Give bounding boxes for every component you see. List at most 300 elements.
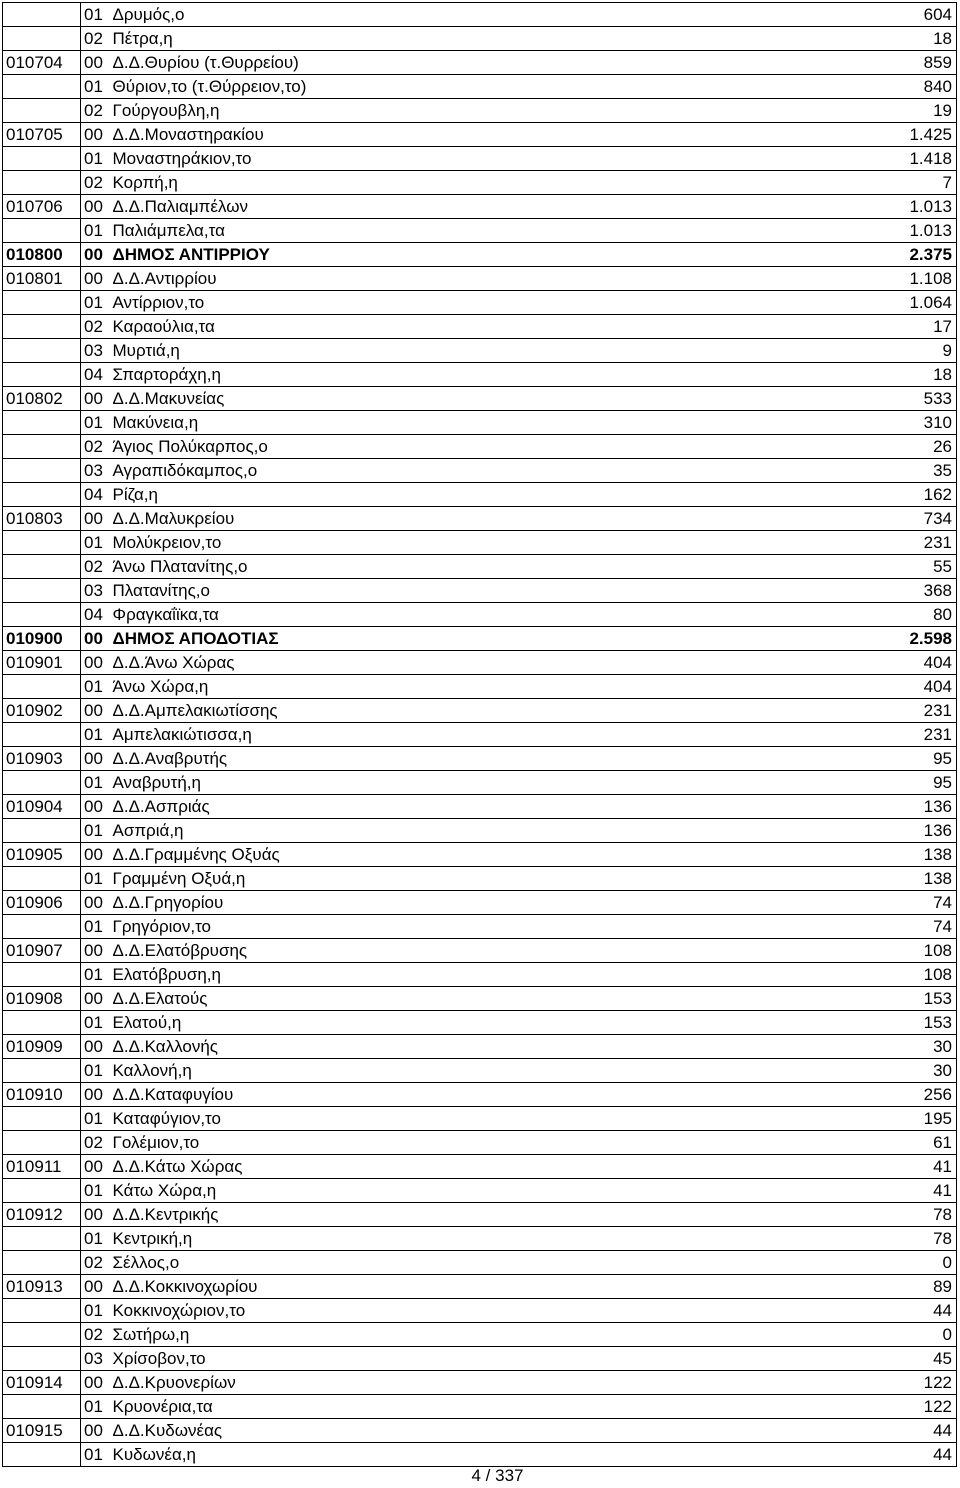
code-cell bbox=[3, 75, 81, 99]
table-row bbox=[3, 627, 957, 651]
population-cell: 44 bbox=[807, 1443, 957, 1467]
code-cell: 010705 bbox=[3, 123, 81, 147]
code-cell bbox=[3, 867, 81, 891]
table-row bbox=[3, 1155, 957, 1179]
name-cell: Κρυονέρια,τα bbox=[111, 1395, 807, 1419]
name-cell: Καραούλια,τα bbox=[111, 315, 807, 339]
sub-code-cell: 01 bbox=[81, 219, 111, 243]
code-cell bbox=[3, 363, 81, 387]
code-cell bbox=[3, 147, 81, 171]
sub-code-cell: 00 bbox=[81, 699, 111, 723]
sub-code-cell: 02 bbox=[81, 171, 111, 195]
name-cell: Δ.Δ.Αμπελακιωτίσσης bbox=[111, 699, 807, 723]
name-cell: Σέλλος,ο bbox=[111, 1251, 807, 1275]
population-cell: 108 bbox=[807, 939, 957, 963]
name-cell: Δ.Δ.Αναβρυτής bbox=[111, 747, 807, 771]
population-cell: 1.418 bbox=[807, 147, 957, 171]
sub-code-cell: 03 bbox=[81, 579, 111, 603]
table-row bbox=[3, 27, 957, 51]
population-cell: 0 bbox=[807, 1251, 957, 1275]
sub-code-cell: 00 bbox=[81, 1035, 111, 1059]
population-cell: 30 bbox=[807, 1035, 957, 1059]
sub-code-cell: 01 bbox=[81, 963, 111, 987]
code-cell: 010912 bbox=[3, 1203, 81, 1227]
table-row bbox=[3, 963, 957, 987]
population-cell: 533 bbox=[807, 387, 957, 411]
name-cell: Μολύκρειον,το bbox=[111, 531, 807, 555]
table-row bbox=[3, 723, 957, 747]
sub-code-cell: 02 bbox=[81, 315, 111, 339]
table-row bbox=[3, 267, 957, 291]
population-cell: 231 bbox=[807, 723, 957, 747]
table-row bbox=[3, 891, 957, 915]
sub-code-cell: 02 bbox=[81, 1251, 111, 1275]
code-cell bbox=[3, 963, 81, 987]
code-cell: 010914 bbox=[3, 1371, 81, 1395]
sub-code-cell: 00 bbox=[81, 123, 111, 147]
population-cell: 30 bbox=[807, 1059, 957, 1083]
table-row bbox=[3, 579, 957, 603]
name-cell: Δ.Δ.Θυρίου (τ.Θυρρείου) bbox=[111, 51, 807, 75]
name-cell: Δ.Δ.Άνω Χώρας bbox=[111, 651, 807, 675]
population-cell: 153 bbox=[807, 1011, 957, 1035]
table-row bbox=[3, 1035, 957, 1059]
table-row bbox=[3, 51, 957, 75]
population-cell: 44 bbox=[807, 1299, 957, 1323]
population-cell: 45 bbox=[807, 1347, 957, 1371]
name-cell: Άγιος Πολύκαρπος,ο bbox=[111, 435, 807, 459]
name-cell: Δ.Δ.Κάτω Χώρας bbox=[111, 1155, 807, 1179]
code-cell bbox=[3, 459, 81, 483]
population-cell: 80 bbox=[807, 603, 957, 627]
table-row bbox=[3, 1203, 957, 1227]
name-cell: Δ.Δ.Γραμμένης Οξυάς bbox=[111, 843, 807, 867]
population-cell: 55 bbox=[807, 555, 957, 579]
population-cell: 74 bbox=[807, 915, 957, 939]
table-row bbox=[3, 939, 957, 963]
table-row bbox=[3, 1323, 957, 1347]
population-cell: 78 bbox=[807, 1227, 957, 1251]
name-cell: Δ.Δ.Γρηγορίου bbox=[111, 891, 807, 915]
code-cell bbox=[3, 531, 81, 555]
code-cell: 010802 bbox=[3, 387, 81, 411]
sub-code-cell: 04 bbox=[81, 483, 111, 507]
population-cell: 138 bbox=[807, 867, 957, 891]
table-row bbox=[3, 243, 957, 267]
sub-code-cell: 00 bbox=[81, 51, 111, 75]
sub-code-cell: 00 bbox=[81, 987, 111, 1011]
page-number: 4 / 337 bbox=[471, 1466, 524, 1485]
table-row bbox=[3, 1347, 957, 1371]
table-row bbox=[3, 1107, 957, 1131]
sub-code-cell: 01 bbox=[81, 1443, 111, 1467]
table-row bbox=[3, 1179, 957, 1203]
sub-code-cell: 00 bbox=[81, 747, 111, 771]
code-cell bbox=[3, 579, 81, 603]
code-cell bbox=[3, 27, 81, 51]
code-cell bbox=[3, 603, 81, 627]
code-cell: 010906 bbox=[3, 891, 81, 915]
table-row bbox=[3, 1083, 957, 1107]
name-cell: Πλατανίτης,ο bbox=[111, 579, 807, 603]
sub-code-cell: 00 bbox=[81, 243, 111, 267]
name-cell: Αγραπιδόκαμπος,ο bbox=[111, 459, 807, 483]
table-row bbox=[3, 1251, 957, 1275]
sub-code-cell: 00 bbox=[81, 507, 111, 531]
code-cell bbox=[3, 171, 81, 195]
table-row bbox=[3, 1131, 957, 1155]
code-cell bbox=[3, 723, 81, 747]
table-row bbox=[3, 363, 957, 387]
name-cell: Χρίσοβον,το bbox=[111, 1347, 807, 1371]
code-cell: 010800 bbox=[3, 243, 81, 267]
sub-code-cell: 01 bbox=[81, 531, 111, 555]
name-cell: Σωτήρω,η bbox=[111, 1323, 807, 1347]
name-cell: Δ.Δ.Καταφυγίου bbox=[111, 1083, 807, 1107]
sub-code-cell: 01 bbox=[81, 411, 111, 435]
table-row bbox=[3, 195, 957, 219]
table-row bbox=[3, 291, 957, 315]
population-cell: 138 bbox=[807, 843, 957, 867]
table-row bbox=[3, 819, 957, 843]
table-row bbox=[3, 171, 957, 195]
population-cell: 1.013 bbox=[807, 219, 957, 243]
code-cell bbox=[3, 675, 81, 699]
code-cell bbox=[3, 219, 81, 243]
code-cell bbox=[3, 1443, 81, 1467]
name-cell: ΔΗΜΟΣ ΑΝΤΙΡΡΙΟΥ bbox=[111, 243, 807, 267]
name-cell: Δ.Δ.Κυδωνέας bbox=[111, 1419, 807, 1443]
table-row bbox=[3, 1395, 957, 1419]
code-cell: 010903 bbox=[3, 747, 81, 771]
sub-code-cell: 01 bbox=[81, 771, 111, 795]
population-cell: 41 bbox=[807, 1155, 957, 1179]
table-row bbox=[3, 75, 957, 99]
table-row bbox=[3, 1059, 957, 1083]
code-cell bbox=[3, 555, 81, 579]
table-row bbox=[3, 651, 957, 675]
name-cell: Μοναστηράκιον,το bbox=[111, 147, 807, 171]
sub-code-cell: 01 bbox=[81, 675, 111, 699]
code-cell bbox=[3, 1131, 81, 1155]
name-cell: Κοκκινοχώριον,το bbox=[111, 1299, 807, 1323]
population-cell: 195 bbox=[807, 1107, 957, 1131]
name-cell: Γραμμένη Οξυά,η bbox=[111, 867, 807, 891]
sub-code-cell: 01 bbox=[81, 915, 111, 939]
population-cell: 1.013 bbox=[807, 195, 957, 219]
sub-code-cell: 00 bbox=[81, 1155, 111, 1179]
code-cell bbox=[3, 1347, 81, 1371]
sub-code-cell: 00 bbox=[81, 1083, 111, 1107]
table-row bbox=[3, 219, 957, 243]
code-cell: 010911 bbox=[3, 1155, 81, 1179]
population-cell: 74 bbox=[807, 891, 957, 915]
table-row bbox=[3, 1443, 957, 1467]
code-cell bbox=[3, 1059, 81, 1083]
population-cell: 734 bbox=[807, 507, 957, 531]
code-cell bbox=[3, 291, 81, 315]
code-cell bbox=[3, 819, 81, 843]
sub-code-cell: 02 bbox=[81, 1131, 111, 1155]
table-row bbox=[3, 795, 957, 819]
table-row bbox=[3, 603, 957, 627]
code-cell bbox=[3, 3, 81, 27]
population-cell: 2.375 bbox=[807, 243, 957, 267]
population-cell: 2.598 bbox=[807, 627, 957, 651]
population-cell: 89 bbox=[807, 1275, 957, 1299]
sub-code-cell: 00 bbox=[81, 1419, 111, 1443]
name-cell: Δ.Δ.Ασπριάς bbox=[111, 795, 807, 819]
sub-code-cell: 02 bbox=[81, 27, 111, 51]
table-row bbox=[3, 987, 957, 1011]
code-cell: 010901 bbox=[3, 651, 81, 675]
code-cell bbox=[3, 1179, 81, 1203]
table-row bbox=[3, 123, 957, 147]
sub-code-cell: 00 bbox=[81, 1275, 111, 1299]
name-cell: Κάτω Χώρα,η bbox=[111, 1179, 807, 1203]
name-cell: ΔΗΜΟΣ ΑΠΟΔΟΤΙΑΣ bbox=[111, 627, 807, 651]
name-cell: Δ.Δ.Παλιαμπέλων bbox=[111, 195, 807, 219]
population-cell: 41 bbox=[807, 1179, 957, 1203]
sub-code-cell: 01 bbox=[81, 819, 111, 843]
name-cell: Γρηγόριον,το bbox=[111, 915, 807, 939]
table-row bbox=[3, 1227, 957, 1251]
sub-code-cell: 04 bbox=[81, 603, 111, 627]
code-cell: 010801 bbox=[3, 267, 81, 291]
population-cell: 231 bbox=[807, 531, 957, 555]
table-row bbox=[3, 915, 957, 939]
table-row bbox=[3, 867, 957, 891]
name-cell: Δ.Δ.Μακυνείας bbox=[111, 387, 807, 411]
code-cell bbox=[3, 1299, 81, 1323]
name-cell: Δ.Δ.Καλλονής bbox=[111, 1035, 807, 1059]
code-cell: 010706 bbox=[3, 195, 81, 219]
name-cell: Δρυμός,ο bbox=[111, 3, 807, 27]
code-cell: 010909 bbox=[3, 1035, 81, 1059]
population-cell: 19 bbox=[807, 99, 957, 123]
population-cell: 1.108 bbox=[807, 267, 957, 291]
code-cell bbox=[3, 1395, 81, 1419]
table-row bbox=[3, 339, 957, 363]
name-cell: Κορπή,η bbox=[111, 171, 807, 195]
name-cell: Δ.Δ.Ελατούς bbox=[111, 987, 807, 1011]
sub-code-cell: 04 bbox=[81, 363, 111, 387]
name-cell: Δ.Δ.Κοκκινοχωρίου bbox=[111, 1275, 807, 1299]
code-cell bbox=[3, 1251, 81, 1275]
sub-code-cell: 01 bbox=[81, 1179, 111, 1203]
name-cell: Ασπριά,η bbox=[111, 819, 807, 843]
table-row bbox=[3, 435, 957, 459]
sub-code-cell: 01 bbox=[81, 867, 111, 891]
table-row bbox=[3, 771, 957, 795]
name-cell: Αμπελακιώτισσα,η bbox=[111, 723, 807, 747]
sub-code-cell: 00 bbox=[81, 843, 111, 867]
sub-code-cell: 00 bbox=[81, 651, 111, 675]
code-cell: 010803 bbox=[3, 507, 81, 531]
sub-code-cell: 00 bbox=[81, 387, 111, 411]
sub-code-cell: 03 bbox=[81, 459, 111, 483]
population-cell: 122 bbox=[807, 1395, 957, 1419]
table-row bbox=[3, 675, 957, 699]
code-cell: 010913 bbox=[3, 1275, 81, 1299]
code-cell: 010907 bbox=[3, 939, 81, 963]
sub-code-cell: 00 bbox=[81, 939, 111, 963]
population-cell: 0 bbox=[807, 1323, 957, 1347]
table-row bbox=[3, 531, 957, 555]
population-cell: 231 bbox=[807, 699, 957, 723]
sub-code-cell: 01 bbox=[81, 147, 111, 171]
name-cell: Δ.Δ.Αντιρρίου bbox=[111, 267, 807, 291]
code-cell bbox=[3, 411, 81, 435]
population-cell: 7 bbox=[807, 171, 957, 195]
code-cell: 010704 bbox=[3, 51, 81, 75]
population-cell: 44 bbox=[807, 1419, 957, 1443]
population-cell: 162 bbox=[807, 483, 957, 507]
sub-code-cell: 03 bbox=[81, 1347, 111, 1371]
name-cell: Άνω Χώρα,η bbox=[111, 675, 807, 699]
population-cell: 35 bbox=[807, 459, 957, 483]
population-cell: 136 bbox=[807, 795, 957, 819]
code-cell: 010905 bbox=[3, 843, 81, 867]
sub-code-cell: 00 bbox=[81, 1203, 111, 1227]
name-cell: Ρίζα,η bbox=[111, 483, 807, 507]
population-cell: 78 bbox=[807, 1203, 957, 1227]
name-cell: Γολέμιον,το bbox=[111, 1131, 807, 1155]
code-cell bbox=[3, 1323, 81, 1347]
table-row bbox=[3, 3, 957, 27]
sub-code-cell: 02 bbox=[81, 435, 111, 459]
census-table-body bbox=[3, 3, 957, 1467]
sub-code-cell: 00 bbox=[81, 267, 111, 291]
name-cell: Κεντρική,η bbox=[111, 1227, 807, 1251]
population-cell: 18 bbox=[807, 363, 957, 387]
table-row bbox=[3, 507, 957, 531]
code-cell bbox=[3, 915, 81, 939]
table-row bbox=[3, 483, 957, 507]
name-cell: Αναβρυτή,η bbox=[111, 771, 807, 795]
table-row bbox=[3, 387, 957, 411]
sub-code-cell: 00 bbox=[81, 627, 111, 651]
sub-code-cell: 00 bbox=[81, 891, 111, 915]
name-cell: Σπαρτοράχη,η bbox=[111, 363, 807, 387]
code-cell bbox=[3, 339, 81, 363]
table-row bbox=[3, 699, 957, 723]
code-cell bbox=[3, 1227, 81, 1251]
table-row bbox=[3, 555, 957, 579]
population-cell: 404 bbox=[807, 651, 957, 675]
population-cell: 404 bbox=[807, 675, 957, 699]
code-cell: 010904 bbox=[3, 795, 81, 819]
table-row bbox=[3, 99, 957, 123]
name-cell: Δ.Δ.Κρυονερίων bbox=[111, 1371, 807, 1395]
code-cell: 010900 bbox=[3, 627, 81, 651]
sub-code-cell: 03 bbox=[81, 339, 111, 363]
population-cell: 310 bbox=[807, 411, 957, 435]
table-row bbox=[3, 147, 957, 171]
name-cell: Αντίρριον,το bbox=[111, 291, 807, 315]
population-cell: 840 bbox=[807, 75, 957, 99]
population-cell: 859 bbox=[807, 51, 957, 75]
name-cell: Μυρτιά,η bbox=[111, 339, 807, 363]
name-cell: Καλλονή,η bbox=[111, 1059, 807, 1083]
population-cell: 95 bbox=[807, 747, 957, 771]
table-row bbox=[3, 459, 957, 483]
population-cell: 1.064 bbox=[807, 291, 957, 315]
population-cell: 61 bbox=[807, 1131, 957, 1155]
name-cell: Ελατού,η bbox=[111, 1011, 807, 1035]
table-row bbox=[3, 747, 957, 771]
population-cell: 18 bbox=[807, 27, 957, 51]
code-cell bbox=[3, 315, 81, 339]
code-cell: 010915 bbox=[3, 1419, 81, 1443]
sub-code-cell: 01 bbox=[81, 75, 111, 99]
population-cell: 604 bbox=[807, 3, 957, 27]
code-cell bbox=[3, 771, 81, 795]
code-cell: 010910 bbox=[3, 1083, 81, 1107]
population-cell: 136 bbox=[807, 819, 957, 843]
sub-code-cell: 02 bbox=[81, 1323, 111, 1347]
table-row bbox=[3, 843, 957, 867]
name-cell: Πέτρα,η bbox=[111, 27, 807, 51]
population-cell: 1.425 bbox=[807, 123, 957, 147]
sub-code-cell: 01 bbox=[81, 1059, 111, 1083]
sub-code-cell: 00 bbox=[81, 1371, 111, 1395]
name-cell: Δ.Δ.Ελατόβρυσης bbox=[111, 939, 807, 963]
name-cell: Ελατόβρυση,η bbox=[111, 963, 807, 987]
code-cell bbox=[3, 483, 81, 507]
code-cell bbox=[3, 1107, 81, 1131]
population-cell: 122 bbox=[807, 1371, 957, 1395]
population-cell: 368 bbox=[807, 579, 957, 603]
population-cell: 17 bbox=[807, 315, 957, 339]
name-cell: Δ.Δ.Μαλυκρείου bbox=[111, 507, 807, 531]
table-row bbox=[3, 1299, 957, 1323]
population-cell: 95 bbox=[807, 771, 957, 795]
sub-code-cell: 00 bbox=[81, 795, 111, 819]
sub-code-cell: 01 bbox=[81, 1395, 111, 1419]
sub-code-cell: 01 bbox=[81, 291, 111, 315]
population-cell: 26 bbox=[807, 435, 957, 459]
sub-code-cell: 00 bbox=[81, 195, 111, 219]
population-cell: 153 bbox=[807, 987, 957, 1011]
name-cell: Γούργουβλη,η bbox=[111, 99, 807, 123]
sub-code-cell: 01 bbox=[81, 1227, 111, 1251]
sub-code-cell: 02 bbox=[81, 99, 111, 123]
code-cell: 010908 bbox=[3, 987, 81, 1011]
table-row bbox=[3, 315, 957, 339]
name-cell: Δ.Δ.Κεντρικής bbox=[111, 1203, 807, 1227]
name-cell: Δ.Δ.Μοναστηρακίου bbox=[111, 123, 807, 147]
name-cell: Κυδωνέα,η bbox=[111, 1443, 807, 1467]
census-table bbox=[2, 2, 957, 1467]
sub-code-cell: 01 bbox=[81, 3, 111, 27]
code-cell bbox=[3, 435, 81, 459]
code-cell bbox=[3, 99, 81, 123]
sub-code-cell: 01 bbox=[81, 1299, 111, 1323]
population-cell: 108 bbox=[807, 963, 957, 987]
name-cell: Θύριον,το (τ.Θύρρειον,το) bbox=[111, 75, 807, 99]
name-cell: Καταφύγιον,το bbox=[111, 1107, 807, 1131]
name-cell: Φραγκαΐϊκα,τα bbox=[111, 603, 807, 627]
table-row bbox=[3, 1419, 957, 1443]
table-row bbox=[3, 1275, 957, 1299]
table-row bbox=[3, 1011, 957, 1035]
population-cell: 9 bbox=[807, 339, 957, 363]
population-cell: 256 bbox=[807, 1083, 957, 1107]
code-cell bbox=[3, 1011, 81, 1035]
name-cell: Μακύνεια,η bbox=[111, 411, 807, 435]
sub-code-cell: 01 bbox=[81, 723, 111, 747]
